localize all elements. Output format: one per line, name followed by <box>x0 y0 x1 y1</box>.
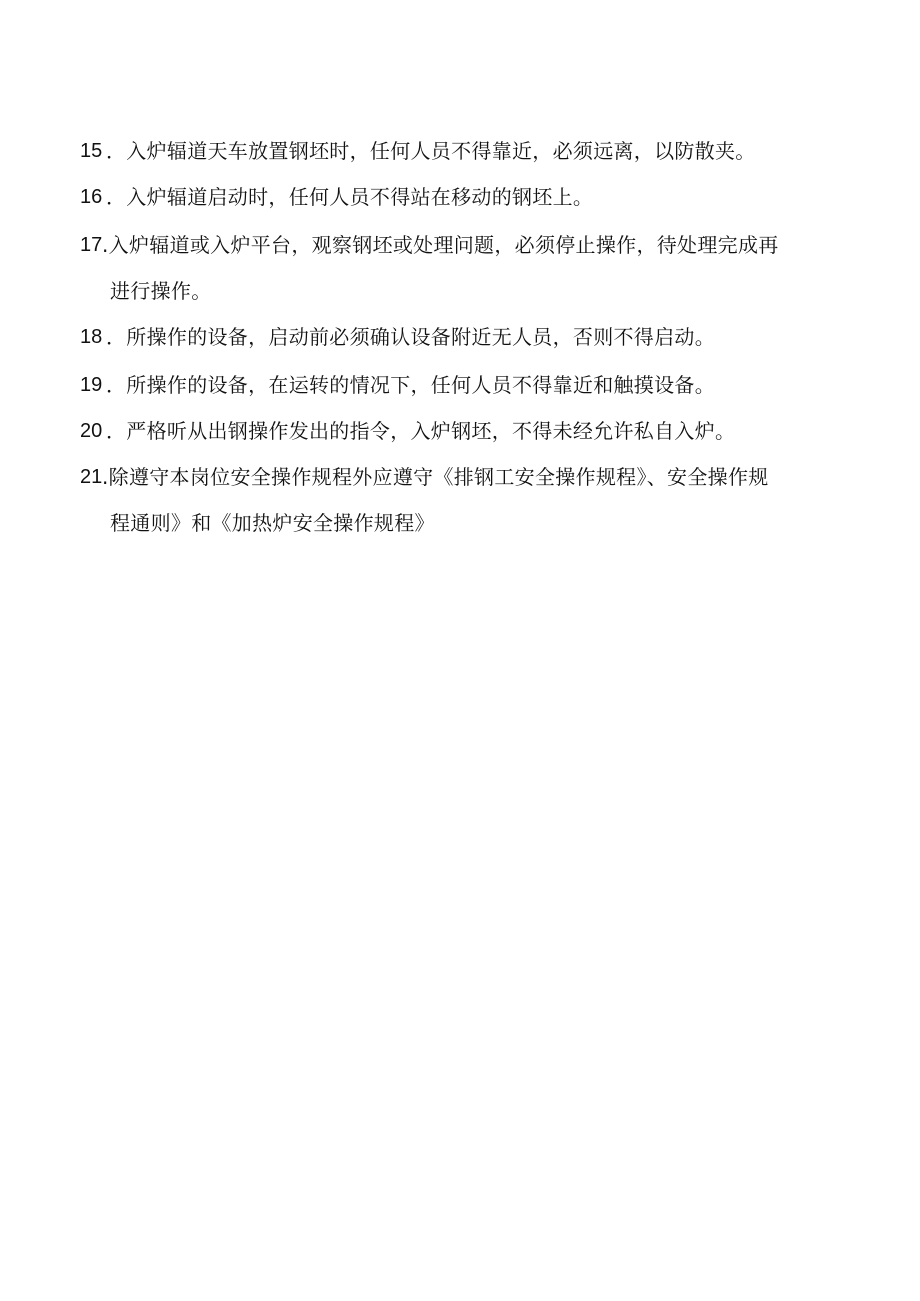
item-text: ．入炉辐道天车放置钢坯时，任何人员不得靠近，必须远离，以防散夹。 <box>106 139 756 163</box>
item-number: 17 <box>80 234 103 256</box>
item-number: 16 <box>80 186 103 208</box>
item-number: 18 <box>80 326 103 348</box>
item-number: 15 <box>80 140 103 162</box>
item-text: ．入炉辐道启动时，任何人员不得站在移动的钢坯上。 <box>106 185 594 209</box>
item-text: .除遵守本岗位安全操作规程外应遵守《排钢工安全操作规程》、安全操作规 <box>102 465 769 489</box>
item-number: 21 <box>80 466 103 488</box>
item-text: ．严格听从出钢操作发出的指令，入炉钢坯，不得未经允许私自入炉。 <box>106 419 736 443</box>
item-text-continuation: 程通则》和《加热炉安全操作规程》 <box>110 511 435 535</box>
item-number: 19 <box>80 374 103 396</box>
item-number: 20 <box>80 420 103 442</box>
item-text: ．所操作的设备，在运转的情况下，任何人员不得靠近和触摸设备。 <box>106 373 715 397</box>
item-text: ．所操作的设备，启动前必须确认设备附近无人员，否则不得启动。 <box>106 325 715 349</box>
item-text-continuation: 进行操作。 <box>110 279 212 303</box>
item-text: .入炉辐道或入炉平台，观察钢坯或处理问题，必须停止操作，待处理完成再 <box>102 233 779 257</box>
